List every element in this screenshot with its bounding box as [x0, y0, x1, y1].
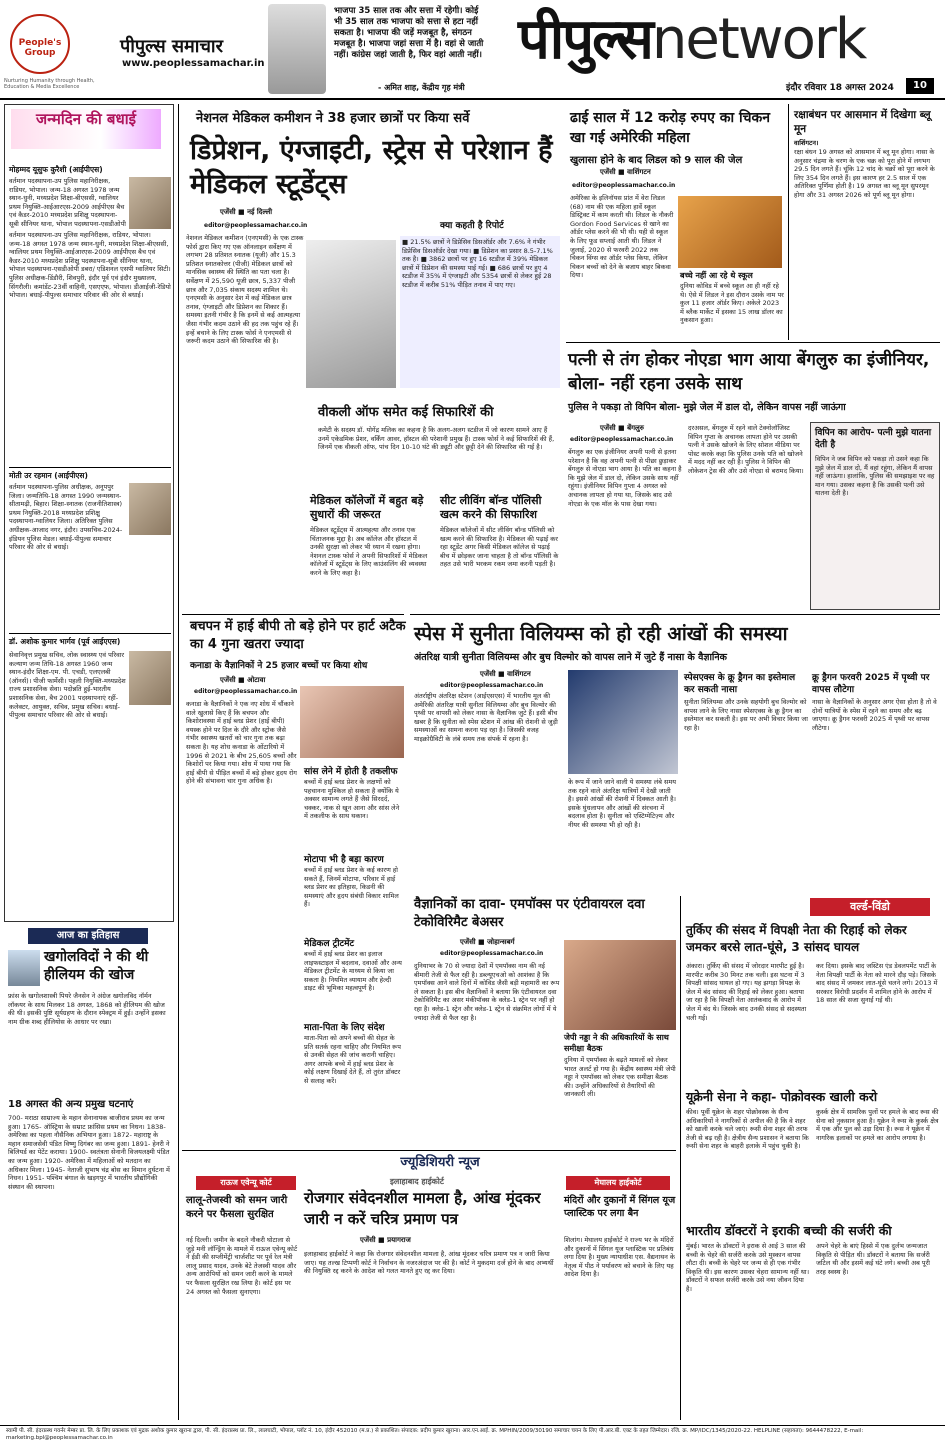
heart-s1: सांस लेने में होती है तकलीफ — [304, 767, 398, 777]
history-tag: आज का इतिहास — [28, 928, 148, 944]
sunita-cap1-body: सुनीता विलियम्स और उनके सहयोगी बुच विल्मोर को वापस लाने के लिए नासा स्पेसएक्स के क्रू ड्रैगन का इस्तेमाल कर सकती है। इस पर अभी विचार किया जा रहा है। — [684, 698, 808, 732]
brand-title — [518, 8, 865, 72]
lead-kicker: नेशनल मेडिकल कमीशन ने 38 हजार छात्रों पर किया सर्वे — [196, 111, 470, 126]
bluemoon-byline: वाशिंगटन। — [794, 139, 819, 147]
heart-s2: मोटापा भी है बड़ा कारण — [304, 855, 384, 865]
sunita-cap2-title: क्रू ड्रैगन फरवरी 2025 में पृथ्वी पर वापस लौटेगा — [812, 673, 930, 695]
sunita-cap2-body: नासा के वैज्ञानिकों के अनुसार अगर ऐसा होता है तो वे दोनों यात्रियों के स्पेस में रहने का समय और बढ़ जाएगा। क्रू ड्रैगन फरवरी 2025 में पृथ्वी पर वापस लौटेगा। — [812, 698, 937, 732]
noida-body: बेंगलुरु का एक इंजीनियर अपनी पत्नी से इतना परेशान है कि वह अपनी पत्नी से पीछा छुड़ाकर बेंगलुरु से नोएडा भाग आया है। पति का कहना है कि मुझे जेल में डाल दो, लेकिन उसके साथ नहीं रहूंगा। इंजीनियर विपिन गुप्ता 4 अगस्त को अचानक लापता हो गया था, जिसके बाद उसे नोएडा के एक मॉल के पास देखा गया। — [568, 448, 682, 508]
mpox-caption: जेपी नड्डा ने की अधिकारियों के साथ समीक्षा बैठक — [564, 1033, 669, 1053]
peoples-group-logo — [10, 14, 70, 74]
iraq-headline: भारतीय डॉक्टरों ने इराकी बच्ची की सर्जरी की — [686, 1223, 892, 1238]
group-logo-text: People's Group — [18, 38, 62, 58]
birthday-name-2: मोती उर रहमान (आईपीएस) — [9, 471, 88, 480]
lidl-headline: ढाई साल में 12 करोड़ रुपए का चिकन खा गई अमेरिकी महिला — [570, 110, 771, 146]
history-body: फ्रांस के खगोलशास्त्री पियरे जैनसेन ने अंग्रेज खगोलविद नॉर्मन लॉकयर के साथ मिलकर 18 अगस्त, 1868 को हीलियम की खोज की थी। इसकी पुष्टि सूर्यग्रहण के दौरान स्पेक्ट्रम में हुई। उन्होंने इसका नाम ग्रीक शब्द हीलियोस के आधार पर रखा। — [8, 992, 166, 1026]
noida-email: editor@peoplessamachar.co.in — [570, 436, 674, 443]
lidl-photo-chicken — [678, 196, 782, 268]
history-title: खगोलविदों ने की थी हीलियम की खोज — [44, 949, 149, 983]
story-rule — [410, 614, 940, 615]
lead-sub1: वीकली ऑफ समेत कई सिफारिशें की — [318, 405, 494, 420]
report-points: ■ 21.5% छात्रों ने डिप्रेसिव डिसऑर्डर और 7.6% ने गंभीर डिप्रेसिव डिसऑर्डर देखा गया। ■ डिप्रेशन का प्रसार 8.5-7.1% तक है। ■ 3862 छात्रों पर हुए 16 स्टडीज में 39% मेडिकल छात्रों में डिप्रेशन की समस्या पाई गई। ■ 686 छात्रों पर हुए 4 स्टडीज में 35% में एंग्जाइटी और 5354 छात्रों से लेकर हुई 28 स्टडीज में करीब 51% पीड़ित तनाव में पाए गए। — [400, 236, 560, 388]
judiciary-right-head: मंदिरों और दुकानों में सिंगल यूज प्लास्टिक पर लगा बैन — [564, 1195, 676, 1219]
history-events: 700- मराठा साम्राज्य के महान सेनानायक बाजीराव प्रथम का जन्म हुआ। 1765- ऑस्ट्रिया के सम्राट फ्रांसिस प्रथम का निधन। 1838- अमेरिका का पहला नौसैनिक अभियान हुआ। 1872- महाराष्ट्र के महान समाजसेवी पंडित विष्णु दिगंबर का जन्म हुआ। 1891- हेनरी ने बिलियर्ड का पेटेंट कराया। 1900- स्वतंत्रता सेनानी विजयलक्ष्मी पंडित का जन्म हुआ। 1920- अमेरिका में महिलाओं को मतदान का अधिकार मिला। 1945- नेताजी सुभाष चंद्र बोस का विमान दुर्घटना में निधन। 1951- पश्चिम बंगाल के खड़गपुर में भारतीय प्रौद्योगिकी संस्थान की स्थापना। — [8, 1114, 170, 1191]
lead-sub1-body: कमेटी के सदस्य डॉ. योगेंद्र मलिक का कहना है कि अलग-अलग स्टडीज में जो कारण सामने आए हैं उनमें एकेडमिक प्रेशर, वर्किंग आवर, हॉस्टल की परेशानी प्रमुख हैं। टास्क फोर्स ने कई सिफारिशें की हैं, जिनमें एक वीकली ऑफ, पांच दिन 10-10 घंटे की ड्यूटी और छुट्टी देने की सिफारिश की गई है। — [318, 426, 555, 452]
mpox-byline: एजेंसी ■ जोहान्सबर्ग — [460, 938, 515, 946]
sunita-body-2: के रूप में जाने जाने वाली ये समस्या लंबे समय तक रहने वाले अंतरिक्ष यात्रियों में देखी जाती है। इससे आंखों की रोशनी में दिक्कत आती है। इसके घुंधलापन और आंखों की संरचना में बदलाव होता है। सुनीता को एस्टिग्मेटिज़्म और नीयर की समस्या भी हो रही है। — [568, 778, 677, 829]
judiciary-left-tag: राऊज एवेन्यू कोर्ट — [196, 1176, 296, 1190]
birthday-photo-1 — [129, 177, 171, 229]
birthday-text-3: सेवानिवृत्त प्रमुख सचिव, लोक स्वास्थ्य एवं परिवार कल्याण जन्म तिथि-18 अगस्त 1960 जन्म स्थान-इंदौर शिक्षा-एम. पी. एचडी, एलएलबी (ऑनर्स)। पीजी फार्मेसी। पहली नियुक्ति-मध्यप्रदेश राज्य प्रशासनिक सेवा। पदोन्नति हुई-भारतीय प्रशासनिक सेवा, बैच 2001 पदस्थापनाएं रहीं-कलेक्टर, आयुक्त, सचिव, प्रमुख सचिव। बधाई-पीपुल्स समाचार परिवार की ओर से बधाई। — [9, 651, 126, 720]
sunita-sub: अंतरिक्ष यात्री सुनीता विलियम्स और बुच विल्मोर को वापस लाने में जुटे हैं नासा के वैज्ञानिक — [414, 652, 727, 663]
sunita-headline: स्पेस में सुनीता विलियम्स को हो रही आंखों की समस्या — [414, 623, 788, 645]
noida-box-body: विपिन ने जब विपिन को पकड़ा तो उसने कहा कि मुझे जेल में डाल दो, मैं वहां रहूंगा, लेकिन मैं वापस नहीं जाऊंगा। हालांकि, पुलिस की समझाइश पर वह मान गया। उसका कहना है कि उसकी पत्नी उसे यातना देती है। — [815, 455, 935, 498]
heart-sub: कनाडा के वैज्ञानिकों ने 25 हजार बच्चों पर किया शोध — [190, 661, 368, 671]
judiciary-right-body: शिलांग। मेघालय हाईकोर्ट ने राज्य भर के मंदिरों और दुकानों में सिंगल यूज प्लास्टिक पर प्रतिबंध लगा दिया है। मुख्य न्यायाधीश एस. वैद्यनाथन के नेतृत्व में पीठ ने पर्यावरण को बचाने के लिए यह आदेश दिया है। — [564, 1236, 675, 1279]
history-events-title: 18 अगस्त की अन्य प्रमुख घटनाएं — [8, 1099, 134, 1110]
birthday-text-2: वर्तमान पदस्थापना-पुलिस अधीक्षक, अनूपपुर जिला। जन्मतिथि-18 अगस्त 1990 जन्मस्थान-सीतामढ़ी, बिहार। शिक्षा-स्नातक (राजनीतिशास्त्र) प्रथम नियुक्ति-2018 मध्यप्रदेश प्रशिक्षु पदस्थापना-ग्वालियर जिला। अतिरिक्त पुलिस अधीक्षक-आजाद नगर, इंदौर। उपसचिव-2024-इंडियन पुलिस मेडल। बधाई-पीपुल्स समाचार परिवार की ओर से बधाई। — [9, 483, 123, 552]
judiciary-mid-byline: एजेंसी ■ प्रयागराज — [360, 1236, 411, 1244]
heart-s1-body: बच्चों में हाई ब्लड प्रेशर के लक्षणों को पहचानना मुश्किल हो सकता है क्योंकि ये अक्सर सामान्य लगते हैं जैसे सिरदर्द, चक्कर, नाक से खून आना और सांस लेने में तकलीफ के साथ थकान। — [304, 778, 400, 821]
sunita-email: editor@peoplessamachar.co.in — [440, 682, 544, 689]
lidl-caption: बच्चे नहीं आ रहे थे स्कूल — [680, 271, 753, 280]
dateline: इंदौर रविवार 18 अगस्त 2024 — [786, 83, 894, 93]
heart-email: editor@peoplessamachar.co.in — [194, 688, 298, 695]
iraq-body: मुंबई। भारत के डॉक्टरों ने इराक से आई 3 साल की बच्ची के चेहरे की सर्जरी करके उसे मुस्कान वापस लौटा दी। बच्ची के चेहरे पर जन्म से ही एक गंभीर विकृति थी। इस कारण उसका चेहरा सामान्य नहीं था। डॉक्टरों ने सफल सर्जरी करके उसे नया जीवन दिया है। — [686, 1242, 810, 1293]
heart-s3: मेडिकल ट्रीटमेंट — [304, 939, 354, 949]
world-window-tag: वर्ल्ड-विंडो — [810, 898, 930, 916]
turkey-body: अंकारा। तुर्किए की संसद में जोरदार मारपीट हुई है। मारपीट करीब 30 मिनट तक चली। इस घटना में 3 विपक्षी सांसद घायल हो गए। यह झगड़ा विपक्ष के जेल में बंद सांसद की रिहाई को लेकर हुआ। बताया जा रहा है कि विपक्षी नेता आतंकवाद के आरोप में जेल में बंद थे। जिसके बाद उनकी संसद से सदस्यता चली गई। — [686, 962, 807, 1022]
heart-s4: माता-पिता के लिए संदेश — [304, 1023, 385, 1033]
column-rule — [680, 896, 681, 1420]
imprint-footer: स्वामी पी. सी. इंदरप्रस्थ गवर्नर मेम्बर प्रा. लि. के लिए प्रकाशक एवं मुद्रक अशोक कुमार खुराना द्वारा, पी. सी. इंदरप्रस्थ प्रा. लि., लालघाटी, भोपाल, प्लॉट नं. 10, इंदौर 452010 (म.प्र.) से प्रकाशित। संपादक: प्रदीप कुमार खुराना। आर.एन.आई. क्र. MPHIN/2009/30190 समाचार चयन के लिए पी.आर.बी. एक्ट के तहत जिम्मेदार। रजि. क्र. MP/IDC/1345/2020-22. HELPLINE (सहायता): 9644478222, E-mail: marketing.bpl@peoplessamachar.co.in — [0, 1425, 945, 1445]
top-quote: भाजपा 35 साल तक और सत्ता में रहेगी। कोई भी 35 साल तक भाजपा को सत्ता से हटा नहीं सकता है। भाजपा की जड़ें मजबूत है, संगठन मजबूत है। भाजपा जहां सत्ता में है। वहां से जाती नहीं। कांग्रेस जहां जाती है, फिर वहां आती नहीं। — [334, 6, 484, 60]
report-title: क्या कहती है रिपोर्ट — [440, 221, 504, 231]
birthday-photo-2 — [129, 483, 171, 535]
lead-email: editor@peoplessamachar.co.in — [204, 222, 308, 229]
bluemoon-headline: रक्षाबंधन पर आसमान में दिखेगा ब्लू मून — [794, 109, 931, 135]
lead-headline: डिप्रेशन, एंग्जाइटी, स्ट्रेस से परेशान हैं मेडिकल स्टूडेंट्स — [190, 135, 553, 200]
paper-name: पीपुल्स समाचार — [120, 36, 223, 57]
lead-sub2: मेडिकल कॉलेजों में बहुत बड़े सुधारों की जरूरत — [310, 494, 424, 521]
judiciary-left-body: नई दिल्ली। जमीन के बदले नौकरी घोटाला से जुड़े मनी लॉन्ड्रिंग के मामले में राऊज एवेन्यू कोर्ट ने ईडी की सप्लीमेंट्री चार्जशीट पर पूर्व रेल मंत्री लालू प्रसाद यादव, उनके बेटे तेजस्वी यादव और अन्य आरोपियों को समन जारी करने के मामले पर फैसला सुरक्षित रख लिया है। कोर्ट इस पर 24 अगस्त को फैसला सुनाएगा। — [186, 1236, 298, 1296]
heart-byline: एजेंसी ■ ओटावा — [220, 676, 266, 684]
story-rule — [566, 342, 940, 343]
heart-photo — [300, 686, 404, 758]
group-tagline: Nurturing Humanity through Health, Education & Media Excellence — [4, 78, 95, 90]
history-photo — [8, 950, 40, 986]
turkey-headline: तुर्किए की संसद में विपक्षी नेता की रिहाई को लेकर जमकर बरसे लात-घूंसे, 3 सांसद घायल — [686, 923, 907, 954]
lead-sub3: सीट लीविंग बॉन्ड पॉलिसी खत्म करने की सिफारिश — [440, 494, 542, 521]
brand-part-b: network — [651, 7, 866, 72]
lead-body: नेशनल मेडिकल कमीशन (एनएमसी) के एक टास्क फोर्स द्वारा किए गए एक ऑनलाइन सर्वेक्षण में लगभग 28 प्रतिशत स्नातक (यूजी) और 15.3 प्रतिशत स्नातकोत्तर (पीजी) मेडिकल छात्रों को मानसिक स्वास्थ्य की स्थिति का पता चला है। सर्वेक्षण में 25,590 यूजी छात्र, 5,337 पीजी छात्र और 7,035 संकाय सदस्य शामिल थे। एनएमसी के अनुसार देश में कई मेडिकल छात्र तनाव, एंग्जाइटी और डिप्रेशन का शिकार हैं। समस्या इतनी गंभीर है कि इनमें से कई आत्महत्या जैसा गंभीर कदम उठाने की हद तक पहुंच रहे हैं। इन्हें बचाने के लिए टास्क फोर्स ने एनएमसी से जरूरी कदम उठाने की सिफारिश की है। — [186, 234, 304, 346]
lidl-byline: एजेंसी ■ वाशिंगटन — [600, 168, 651, 176]
sunita-photo — [568, 670, 678, 774]
judiciary-mid-head: रोजगार संवेदनशील मामला है, आंख मूंदकर जारी न करें चरित्र प्रमाण पत्र — [304, 1189, 541, 1228]
lidl-sub: खुलासा होने के बाद लिडल को 9 साल की जेल — [570, 155, 743, 166]
noida-byline: एजेंसी ■ बेंगलुरु — [600, 424, 644, 432]
ukraine-body-2: कुर्स्क क्षेत्र में सामरिक पुलों पर हमले के बाद रूस की सेना को नुकसान हुआ है। यूक्रेन ने रूस के कुर्स्क क्षेत्र में एक और पुल को उड़ा दिया है। रूस ने यूक्रेन में नागरिक इलाकों पर हमले का आरोप लगाया है। — [816, 1108, 939, 1142]
iraq-body-2: अपने चेहरे के बाएं हिस्से में एक दुर्लभ जन्मजात विकृति से पीड़ित थी। डॉक्टरों ने बताया कि सर्जरी जटिल थी और इसमें कई घंटे लगे। बच्ची अब पूरी तरह स्वस्थ है। — [816, 1242, 930, 1276]
mpox-email: editor@peoplessamachar.co.in — [440, 950, 544, 957]
lead-photo-student — [306, 240, 396, 388]
noida-headline: पत्नी से तंग होकर नोएडा भाग आया बेंगलुरु का इंजीनियर, बोला- नहीं रहना उसके साथ — [568, 350, 930, 394]
turkey-body-2: कर दिया। इसके बाद जस्टिस एंड डेवलपमेंट पार्टी के नेता विपक्षी पार्टी के नेता को मारने दौड़ पड़े। जिसके बाद संसद में जमकर लात-घूंसे चलने लगे। 2013 में सरकार विरोधी प्रदर्शन में शामिल होने के आरोप में 18 साल की सजा सुनाई गई थी। — [816, 962, 938, 1005]
heart-s4-body: माता-पिता को अपने बच्चों की सेहत के प्रति सतर्क रहना चाहिए और नियमित रूप से उनकी सेहत की जांच करानी चाहिए। अगर आपके बच्चे में हाई ब्लड प्रेशर के कोई लक्षण दिखाई देते हैं, तो तुरंत डॉक्टर से सलाह करें। — [304, 1034, 401, 1085]
mpox-photo — [564, 940, 676, 1030]
lead-byline: एजेंसी ■ नई दिल्ली — [220, 208, 273, 216]
birthday-panel — [4, 104, 174, 922]
bluemoon-body: रक्षा बंधन 19 अगस्त को आसमान में ब्लू मून होगा। नासा के अनुसार चंद्रमा के चरण के एक चक्र को पूरा होने में लगभग 29.5 दिन लगते हैं। चूंकि 12 चांद के चक्रों को पूरा करने के लिए 354 दिन लगते हैं। इस कारण हर 2.5 साल में एक अतिरिक्त पूर्णिमा होती है। 19 अगस्त का ब्लू मून सुपरमून होगा और 31 अगस्त 2026 को पूर्ण ब्लू मून होगा। — [794, 148, 935, 199]
lead-sub2-body: मेडिकल स्टूडेंट्स में आत्महत्या और तनाव एक चिंताजनक मुद्दा है। अब कॉलेज और हॉस्टल में उनकी सुरक्षा को लेकर भी ध्यान में रखना होगा। नेशनल टास्क फोर्स ने अपनी सिफारिशों में मेडिकल कॉलेजों में स्टूडेंट्स के लिए काउंसलिंग की व्यवस्था करने के लिए कहा है। — [310, 526, 428, 577]
birthday-text-1a: वर्तमान पदस्थापना-उप पुलिस महानिरीक्षक, राडियर, भोपाल। जन्म-18 अगस्त 1978 जन्म स्थान-धुनी, मध्यप्रदेश शिक्षा-बीएससी, ग्वालियर प्रथम नियुक्ति-आईआरएस-2009 आईपीएस बैच एवं कैडर-2010 मध्यप्रदेश प्रशिक्षु पदस्थापना-सूबी सीनियर थाना, भोपाल पदस्थापना-एसडीओपी — [9, 177, 126, 228]
noida-body-2: दरअसल, बेंगलुरु में रहने वाले टेक्नोलॉजिस्ट विपिन गुप्ता के अचानक लापता होने पर उसकी पत्नी ने उसके खोजने के लिए सोशल मीडिया पर पोस्ट करके कहा कि पुलिस उनके पति को खोजने में मदद नहीं कर रही है। पुलिस ने विपिन की लोकेशन ट्रेस की और उसे नोएडा से बरामद किया। — [688, 424, 804, 475]
judiciary-title: ज्यूडिशियरी न्यूज — [400, 1155, 480, 1170]
noida-box-title: विपिन का आरोप- पत्नी मुझे यातना देती है — [815, 428, 932, 450]
paper-url[interactable]: www.peoplessamachar.in — [122, 58, 265, 69]
quote-source: - अमित शाह, केंद्रीय गृह मंत्री — [378, 83, 465, 92]
sunita-byline: एजेंसी ■ वाशिंगटन — [480, 670, 531, 678]
brand-part-a: पीपुल्स — [518, 7, 652, 72]
judiciary-left-head: लालू-तेजस्वी को समन जारी करने पर फैसला सुरक्षित — [186, 1195, 288, 1220]
heart-s3-body: बच्चों में हाई ब्लड प्रेशर का इलाज लाइफस्टाइल में बदलाव, दवाओं और अन्य मेडिकल ट्रीटमेंट के माध्यम से किया जा सकता है। नियमित व्यायाम और हेल्दी डाइट की भूमिका महत्वपूर्ण है। — [304, 950, 402, 993]
column-rule — [788, 104, 789, 340]
quote-portrait — [268, 4, 326, 94]
noida-sub: पुलिस ने पकड़ा तो विपिन बोला- मुझे जेल में डाल दो, लेकिन वापस नहीं जाऊंगा — [568, 402, 846, 413]
birthday-name-3: डॉ. अशोक कुमार भार्गव (पूर्व आईएएस) — [9, 637, 121, 646]
sunita-cap1-title: स्पेसएक्स के क्रू ड्रैगन का इस्तेमाल कर सकती नासा — [684, 673, 796, 695]
mpox-body: दुनियाभर के 70 से ज्यादा देशों में एमपॉक्स नाम की नई बीमारी तेजी से फैल रही है। डब्ल्यूएचओ को आशंका है कि एमपॉक्स आने वाले दिनों में कोविड जैसी बड़ी महामारी का रूप ले सकता है। इस बीच वैज्ञानिकों ने बताया कि एंटीवायरल दवा टेकोविरिमैट का असर मंकीपॉक्स के क्लेड-1 स्ट्रेन पर नहीं हो रहा है। क्लेड-1 स्ट्रेन और क्लेड-1 स्ट्रेन से संक्रमित लोगों में ये ज्यादा तेजी से फैल रहा है। — [414, 962, 560, 1022]
judiciary-mid-body: इलाहाबाद हाईकोर्ट ने कहा कि रोजगार संवेदनशील मामला है, आंख मूंदकर चरित्र प्रमाण पत्र न जारी किया जाए। यह तल्ख टिप्पणी कोर्ट ने निर्वाचन के नजरअंदाज पर की है। कोर्ट ने मुकदमा दर्ज होने के बाद अभ्यर्थी की नियुक्ति रद्द करने के आदेश को गलत मानते हुए रद्द कर दिया। — [304, 1250, 554, 1276]
mpox-caption-body: दुनिया में एमपॉक्स के बढ़ते मामलों को लेकर भारत अलर्ट हो गया है। केंद्रीय स्वास्थ्य मंत्री जेपी नड्डा ने एमपॉक्स को लेकर एक समीक्षा बैठक की। उन्होंने अधिकारियों से तैयारियों की जानकारी ली। — [564, 1056, 676, 1099]
judiciary-right-tag: मेघालय हाईकोर्ट — [566, 1176, 670, 1190]
birthday-text-1: वर्तमान पदस्थापना-उप पुलिस महानिरीक्षक, राडियर, भोपाल। जन्म-18 अगस्त 1978 जन्म स्थान-धुनी, मध्यप्रदेश शिक्षा-बीएससी, ग्वालियर प्रथम नियुक्ति-आईआरएस-2009 आईपीएस बैच एवं कैडर-2010 मध्यप्रदेश प्रशिक्षु पदस्थापना-सूबी सीनियर थाना, भोपाल पदस्थापना-एसडीओपी डबरा/ एडिशनल एसपी ग्वालियर सिटी। पुलिस अधीक्षक-डिंडौरी, शिवपुरी, इंदौर पूर्व एवं इंदौर मुख्यालय, सिंगरौली। कमांडेंट-23वीं वाहिनी, एसएएफ, भोपाल। डीआईजी-रेडियो भोपाल। बधाई-पीपुल्स समाचार परिवार की ओर से बधाई। — [9, 231, 171, 300]
birthday-title: जन्मदिन की बधाई — [11, 109, 161, 149]
lidl-email: editor@peoplessamachar.co.in — [572, 182, 676, 189]
birthday-photo-3 — [129, 651, 171, 705]
ukraine-body: कीव। पूर्वी यूक्रेन के शहर पोक्रोवस्क के सैन्य अधिकारियों ने नागरिकों से अपील की है कि वे शहर को खाली करके चले जाएं। रूसी सेना शहर की तरफ तेजी से बढ़ रही है। क्षेत्रीय सैन्य प्रशासन ने बताया कि रूसी सेना शहर के बाहरी इलाके में पहुंच चुकी है। — [686, 1108, 809, 1151]
lidl-body: अमेरिका के इलिनॉयस प्रांत में वेरा लिडल (68) नाम की एक महिला हार्वे स्कूल डिस्ट्रिक्ट में काम करती थी। लिडल के नौकरी Gordon Food Services से खाने का ऑर्डर प्लेस करने की भी थी। यही से स्कूल के लिए फूड सप्लाई आती थी। लिडल ने जुलाई, 2020 से फरवरी 2022 तक चिकन विंग्स का ऑर्डर प्लेस किया, लेकिन चिकन बच्चों को देने के बजाय बाहर बिकवा दिया। — [570, 194, 674, 280]
judiciary-mid-tag: इलाहाबाद हाईकोर्ट — [390, 1177, 444, 1186]
divider — [9, 633, 171, 634]
birthday-name-1: मोहम्मद यूसुफ कुरैशी (आईपीएस) — [9, 165, 103, 174]
history-panel — [4, 926, 174, 1420]
page-number: 10 — [906, 78, 934, 94]
story-rule — [182, 1150, 676, 1151]
heart-body: कनाडा के वैज्ञानिकों ने एक नए शोध में चौंकाने वाले खुलासे किए हैं कि बचपन और किशोरावस्था में हाई ब्लड प्रेशर (हाई बीपी) वयस्क होने पर दिल के दौरे और स्ट्रोक जैसे गंभीर स्वास्थ्य खतरों को चार गुना तक बढ़ा सकता है। यह शोध कनाडा के ओंटारियो में 1996 से 2021 के बीच 25,605 बच्चों और किशोरों पर किया गया। शोध में पाया गया कि हाई बीपी से पीड़ित बच्चों में बड़े होकर हृदय रोग होने की संभावना चार गुना अधिक है। — [186, 700, 297, 786]
column-rule — [178, 104, 179, 1420]
heart-s2-body: बच्चों में हाई ब्लड प्रेशर के कई कारण हो सकते हैं, जिनमें मोटापा, परिवार में हाई ब्लड प्रेशर का इतिहास, किडनी की समस्याएं और हृदय संबंधी विकार शामिल हैं। — [304, 866, 399, 909]
sunita-body: अंतर्राष्ट्रीय अंतरिक्ष स्टेशन (आईएसएस) में भारतीय मूल की अमेरिकी अंतरिक्ष यात्री सुनीता विलियम्स और बुच विल्मोर की पृथ्वी पर वापसी को लेकर नासा के वैज्ञानिक जुटे हैं। इसी बीच खबर है कि सुनीता को स्पेस स्टेशन में आंख की रोशनी से जुड़ी समस्याओं का सामना करना पड़ रहा है। जिसकी वजह माइक्रोग्रैविटी के लंबे समय तक संपर्क में रहना है। — [414, 692, 558, 743]
masthead — [0, 0, 945, 100]
noida-box — [810, 422, 940, 610]
lead-sub3-body: मेडिकल कॉलेजों में सीट लीविंग बॉन्ड पॉलिसी को खत्म करने की सिफारिश है। मेडिकल की पढ़ाई कर रहा स्टूडेंट अगर किसी मेडिकल कॉलेज से पढ़ाई बीच में छोड़कर जाना चाहता है तो बॉन्ड पॉलिसी के तहत उसे भारी भरकम रकम जमा करनी पड़ती है। — [440, 526, 559, 569]
divider — [9, 467, 171, 468]
heart-headline: बचपन में हाई बीपी तो बड़े होने पर हार्ट अटैक का 4 गुना खतरा ज्यादा — [190, 619, 406, 652]
mpox-headline: वैज्ञानिकों का दावा- एमपॉक्स पर एंटीवायरल दवा टेकोविरिमैट बेअसर — [414, 897, 645, 930]
story-rule — [182, 614, 404, 615]
ukraine-headline: यूक्रेनी सेना ने कहा- पोक्रोवस्क खाली करो — [686, 1089, 878, 1104]
lidl-caption-body: दुनिया कोविड में बच्चे स्कूल आ ही नहीं रहे थे। ऐसे में लिडल ने इस दौरान उसके नाम पर कुल 11 हजार ऑर्डर किए। अकेले 2023 में ब्लैक मार्केट में इसका 15 लाख डॉलर का नुकसान हुआ। — [680, 282, 784, 325]
